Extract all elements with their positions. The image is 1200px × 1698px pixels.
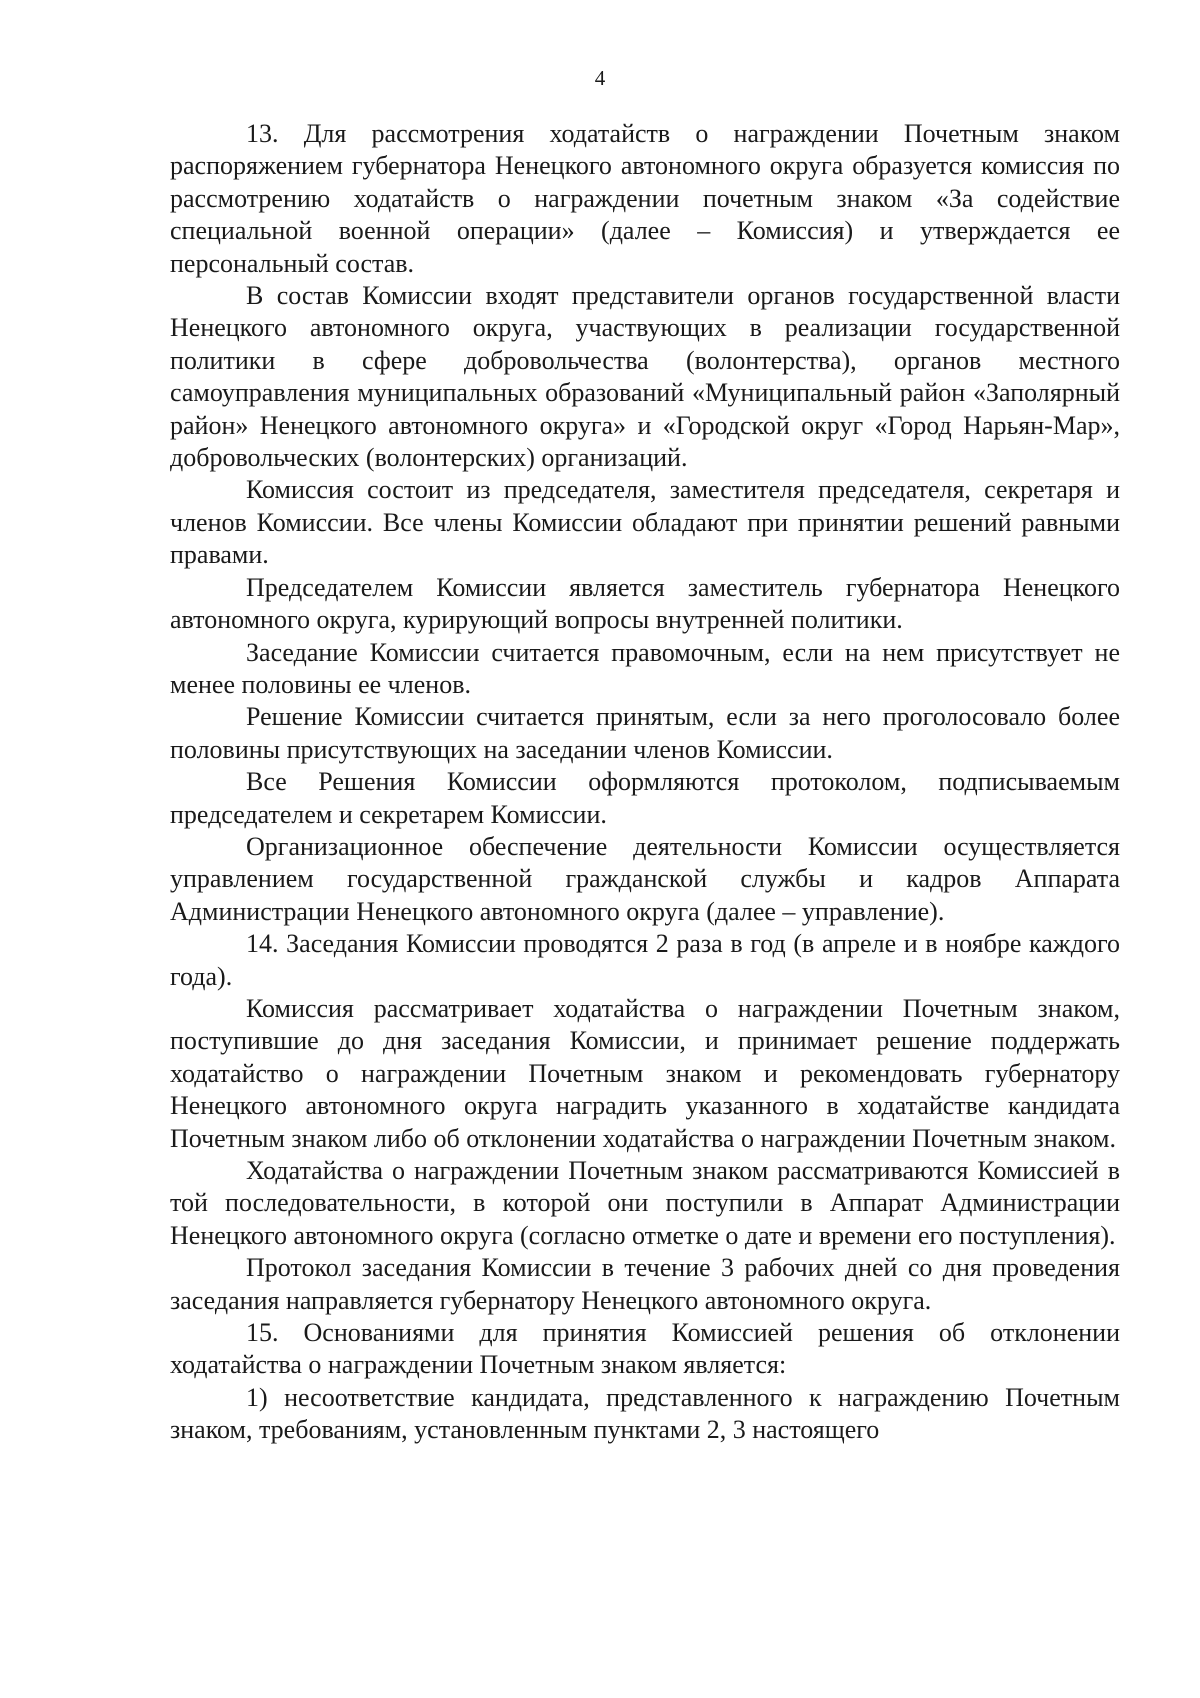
- paragraph-13-commission: 13. Для рассмотрения ходатайств о награждении Почетным знаком распоряжением губернатора Ненецкого автономного округа образуется комиссия по рассмотрению ходатайств о награждении почетным знаком «За содействие специальной военной операции» (далее – Комиссия) и утверждается ее персональный состав.: [170, 119, 1120, 278]
- paragraph-protocol-signing: Все Решения Комиссии оформляются протоколом, подписываемым председателем и секретарем Комиссии.: [170, 767, 1120, 829]
- paragraph-protocol-sending: Протокол заседания Комиссии в течение 3 рабочих дней со дня проведения заседания направляется губернатору Ненецкого автономного округа.: [170, 1253, 1120, 1315]
- paragraph-decision-adopted: Решение Комиссии считается принятым, если за него проголосовало более половины присутствующих на заседании членов Комиссии.: [170, 702, 1120, 764]
- paragraph-organizational-support: Организационное обеспечение деятельности Комиссии осуществляется управлением государственной гражданской службы и кадров Аппарата Администрации Ненецкого автономного округа (далее – управление).: [170, 831, 1120, 926]
- paragraph-15-rejection-grounds: 15. Основаниями для принятия Комиссией решения об отклонении ходатайства о награждении Почетным знаком является:: [170, 1318, 1120, 1380]
- paragraph-commission-composition: В состав Комиссии входят представители органов государственной власти Ненецкого автономного округа, участвующих в реализации государственной политики в сфере добровольчества (волонтерства), органов местного самоуправления муниципальных образований «Муниципальный район «Заполярный район» Ненецкого автономного округа» и «Городской округ «Город Нарьян-Мар», добровольческих (волонтерских) организаций.: [170, 281, 1120, 473]
- paragraph-quorum: Заседание Комиссии считается правомочным, если на нем присутствует не менее половины ее членов.: [170, 637, 1120, 699]
- paragraph-petition-review: Комиссия рассматривает ходатайства о награждении Почетным знаком, поступившие до дня заседания Комиссии, и принимает решение поддержать ходатайство о награждении Почетным знаком и рекомендовать губернатору Ненецкого автономного округа наградить указанного в ходатайстве кандидата Почетным знаком либо об отклонении ходатайства о награждении Почетным знаком.: [170, 993, 1120, 1153]
- paragraph-chairman: Председателем Комиссии является заместитель губернатора Ненецкого автономного округа, курирующий вопросы внутренней политики.: [170, 572, 1120, 635]
- paragraph-commission-members: Комиссия состоит из председателя, заместителя председателя, секретаря и членов Комиссии. Все члены Комиссии обладают при принятии решений равными правами.: [170, 475, 1120, 570]
- paragraph-review-order: Ходатайства о награждении Почетным знаком рассматриваются Комиссией в той последовательности, в которой они поступили в Аппарат Администрации Ненецкого автономного округа (согласно отметке о дате и времени его поступления).: [170, 1156, 1120, 1250]
- paragraph-14-meetings: 14. Заседания Комиссии проводятся 2 раза в год (в апреле и в ноябре каждого года).: [170, 929, 1120, 991]
- document-body: [170, 118, 1120, 1447]
- page-number: 4: [594, 66, 606, 90]
- paragraph-rejection-item-1: 1) несоответствие кандидата, представленного к награждению Почетным знаком, требованиям, установленным пунктами 2, 3 настоящего: [170, 1382, 1120, 1445]
